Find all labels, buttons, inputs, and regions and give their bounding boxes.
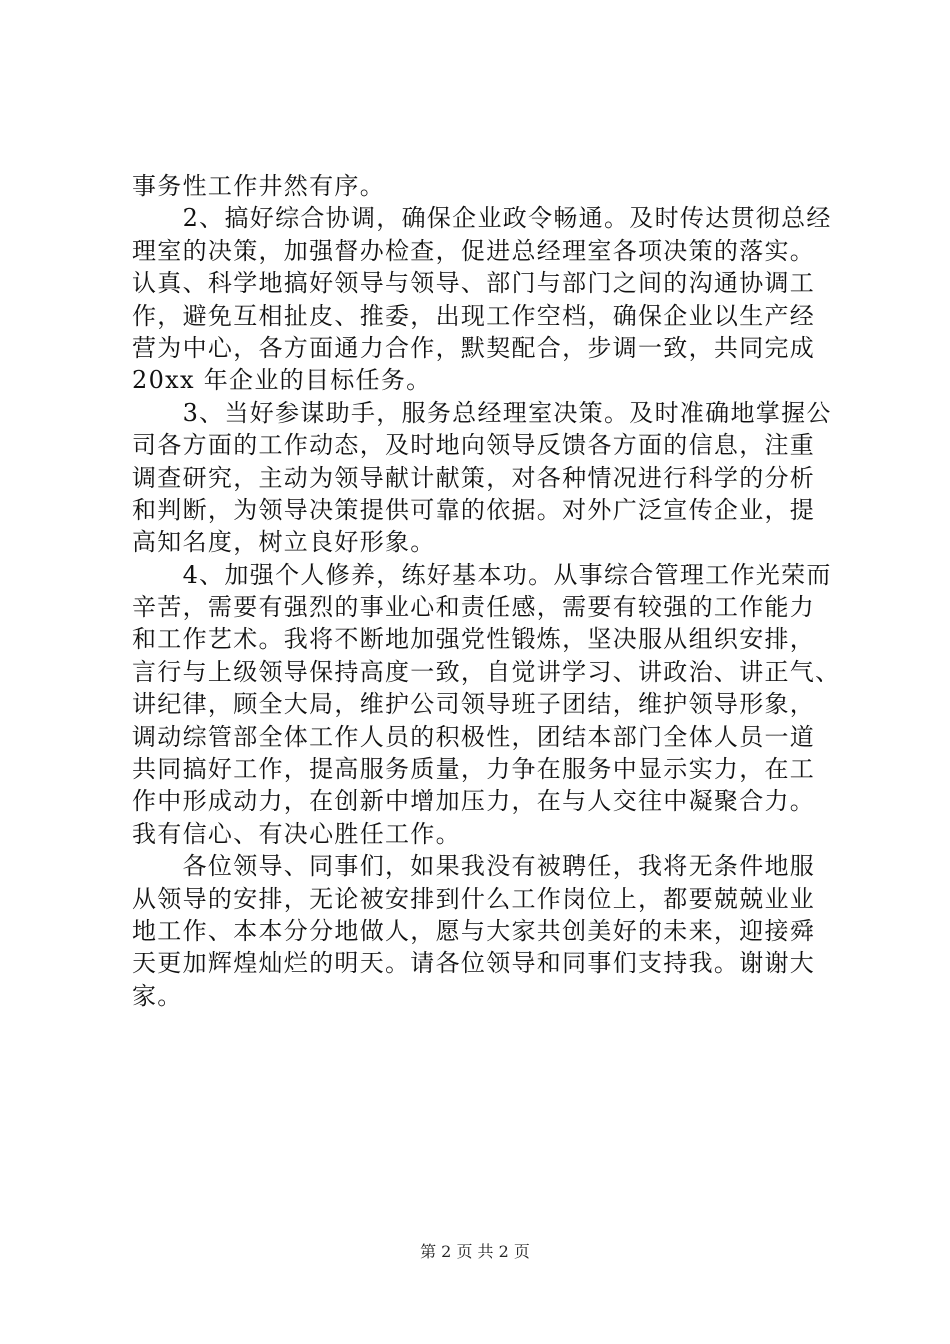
text-line: 我有信心、有决心胜任工作。 bbox=[132, 819, 461, 848]
document-body bbox=[132, 170, 841, 1012]
text-line: 从领导的安排，无论被安排到什么工作岗位上，都要兢兢业业 bbox=[132, 884, 816, 913]
text-line: 言行与上级领导保持高度一致，自觉讲学习、讲政治、讲正气、 bbox=[132, 657, 841, 686]
text-line: 理室的决策，加强督办检查，促进总经理室各项决策的落实。 bbox=[132, 236, 816, 265]
text-line: 地工作、本本分分地做人，愿与大家共创美好的未来，迎接舜 bbox=[132, 916, 816, 945]
text-line: 司各方面的工作动态，及时地向领导反馈各方面的信息，注重 bbox=[132, 431, 816, 460]
page-indicator: 第 2 页 共 2 页 bbox=[420, 1242, 530, 1261]
text-line: 和工作艺术。我将不断地加强党性锻炼，坚决服从组织安排， bbox=[132, 625, 816, 654]
text-line: 调查研究，主动为领导献计献策，对各种情况进行科学的分析 bbox=[132, 463, 816, 492]
text-line: 讲纪律，顾全大局，维护公司领导班子团结，维护领导形象， bbox=[132, 690, 816, 719]
text-line: 事务性工作井然有序。 bbox=[132, 172, 385, 200]
text-line: 营为中心，各方面通力合作，默契配合，步调一致，共同完成 bbox=[132, 333, 816, 362]
text-line: 共同搞好工作，提高服务质量，力争在服务中显示实力，在工 bbox=[132, 755, 816, 784]
text-line: 4、加强个人修养，练好基本功。从事综合管理工作光荣而 bbox=[132, 560, 832, 589]
text-line: 家。 bbox=[132, 981, 183, 1010]
text-line: 3、当好参谋助手，服务总经理室决策。及时准确地掌握公 bbox=[132, 398, 832, 427]
text-line: 各位领导、同事们，如果我没有被聘任，我将无条件地服 bbox=[132, 852, 816, 881]
text-line: 高知名度，树立良好形象。 bbox=[132, 528, 436, 557]
text-line: 认真、科学地搞好领导与领导、部门与部门之间的沟通协调工 bbox=[132, 269, 816, 298]
text-line: 调动综管部全体工作人员的积极性，团结本部门全体人员一道 bbox=[132, 722, 816, 751]
text-line: 辛苦，需要有强烈的事业心和责任感，需要有较强的工作能力 bbox=[132, 593, 816, 622]
text-line: 2、搞好综合协调，确保企业政令畅通。及时传达贯彻总经 bbox=[132, 204, 832, 233]
text-line: 作，避免互相扯皮、推委，出现工作空档，确保企业以生产经 bbox=[132, 301, 816, 330]
text-line: 和判断，为领导决策提供可靠的依据。对外广泛宣传企业，提 bbox=[132, 495, 816, 524]
page-footer bbox=[0, 1241, 950, 1263]
text-line: 20xx 年企业的目标任务。 bbox=[132, 366, 432, 395]
text-line: 作中形成动力，在创新中增加压力，在与人交往中凝聚合力。 bbox=[132, 787, 816, 816]
text-line: 天更加辉煌灿烂的明天。请各位领导和同事们支持我。谢谢大 bbox=[132, 949, 816, 978]
